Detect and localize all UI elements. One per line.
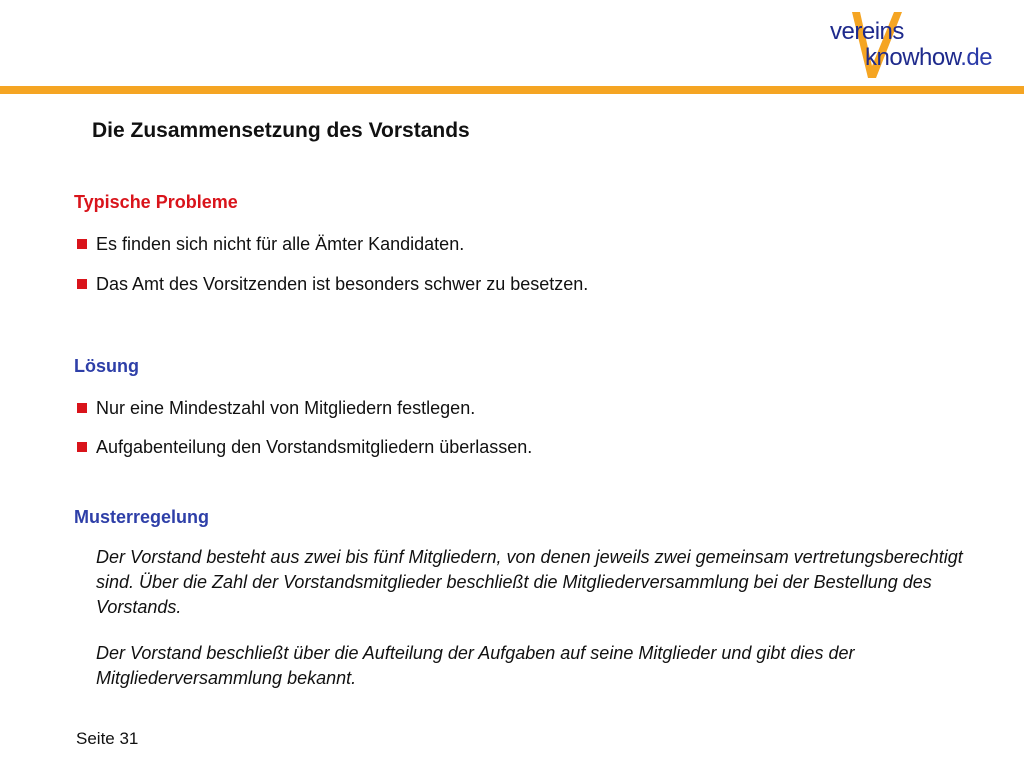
page-title: Die Zusammensetzung des Vorstands [92, 119, 470, 142]
page-number: Seite 31 [76, 729, 139, 748]
logo-knowhow-tld: .de [960, 44, 993, 71]
problems-heading: Typische Probleme [74, 192, 238, 212]
problem-item [77, 233, 464, 255]
solution-heading: Lösung [74, 356, 139, 376]
logo-text-vereins: vereins [830, 18, 904, 45]
problem-item-text: Es finden sich nicht für alle Ämter Kandidaten. [96, 234, 465, 254]
solution-item [77, 397, 475, 419]
solution-item-text: Nur eine Mindestzahl von Mitgliedern festlegen. [96, 398, 476, 418]
model-paragraph: Der Vorstand beschließt über die Aufteilung der Aufgaben auf seine Mitglieder und gibt dies der Mitgliederversammlung bekannt. [96, 643, 855, 688]
header-divider [0, 86, 1024, 94]
problem-item-text: Das Amt des Vorsitzenden ist besonders schwer zu besetzen. [96, 274, 589, 294]
logo-knowhow-main: knowhow [865, 44, 961, 71]
logo-text-knowhow [865, 46, 992, 70]
bullet-square-icon [77, 403, 87, 413]
solution-item [77, 436, 532, 458]
solution-item-text: Aufgabenteilung den Vorstandsmitgliedern überlassen. [96, 437, 533, 457]
bullet-square-icon [77, 239, 87, 249]
logo [822, 8, 992, 82]
bullet-square-icon [77, 279, 87, 289]
model-heading: Musterregelung [74, 507, 210, 527]
problem-item [77, 273, 588, 295]
bullet-square-icon [77, 442, 87, 452]
model-paragraph: Der Vorstand besteht aus zwei bis fünf Mitgliedern, von denen jeweils zwei gemeinsam vertretungsberechtigt sind. Über die Zahl der Vorstandsmitglieder beschließt die Mitgliederversammlung bei der Bestellung des Vorstands. [96, 547, 963, 617]
